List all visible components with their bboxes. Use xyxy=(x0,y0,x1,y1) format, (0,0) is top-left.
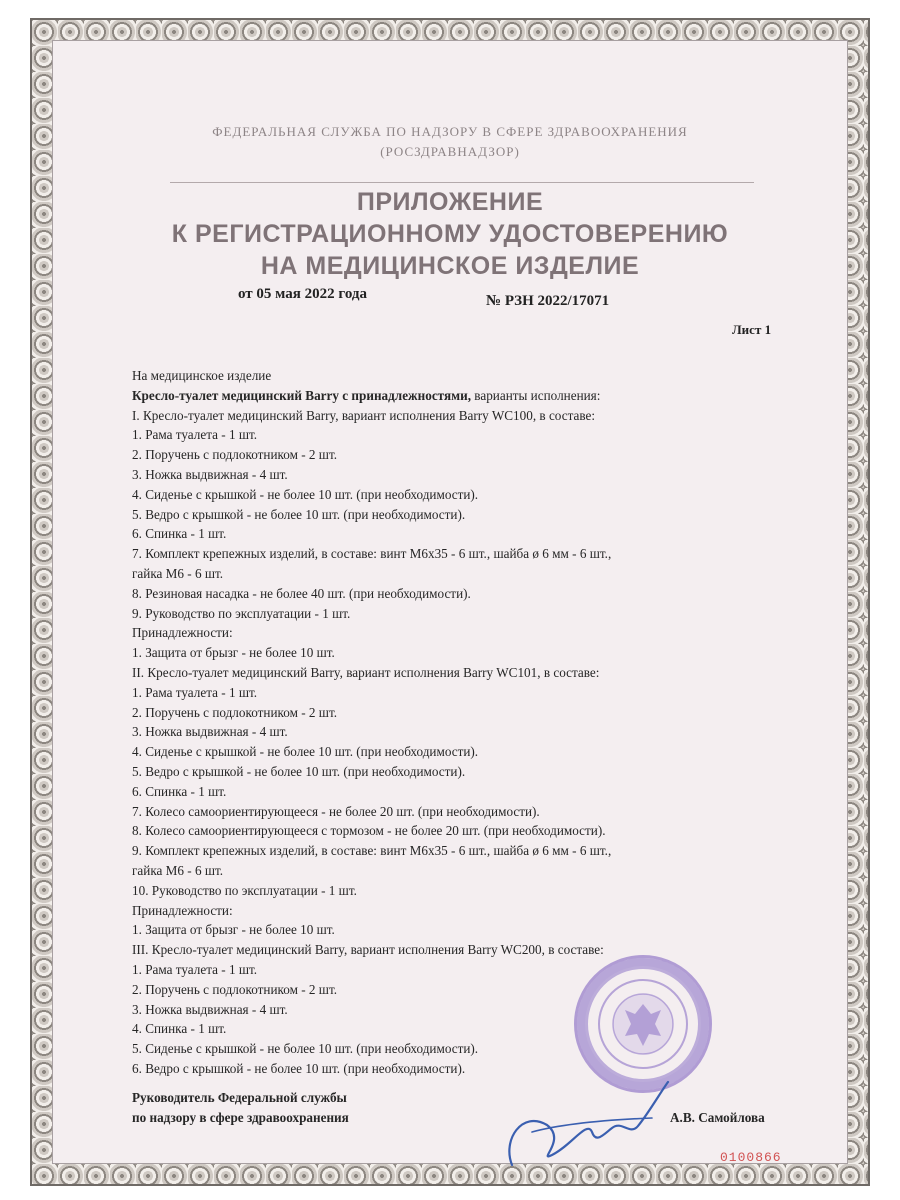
component-line: гайка М6 - 6 шт. xyxy=(132,565,224,581)
component-line: 4. Спинка - 1 шт. xyxy=(132,1021,227,1037)
agency-abbreviation: (РОСЗДРАВНАДЗОР) xyxy=(380,144,520,159)
component-line: 2. Поручень с подлокотником - 2 шт. xyxy=(132,981,338,997)
component-line: II. Кресло-туалет медицинский Barry, вариант исполнения Barry WC101, в составе: xyxy=(132,664,600,680)
component-line: 8. Резиновая насадка - не более 40 шт. (при необходимости). xyxy=(132,585,471,601)
product-suffix: варианты исполнения: xyxy=(471,387,601,403)
component-line: 1. Рама туалета - 1 шт. xyxy=(132,427,258,443)
head-title-line-2: по надзору в сфере здравоохранения xyxy=(132,1109,349,1125)
product-name: Кресло-туалет медицинский Barry с принадлежностями, xyxy=(132,387,471,403)
title-line-3: НА МЕДИЦИНСКОЕ ИЗДЕЛИЕ xyxy=(260,252,640,280)
component-line: 4. Сиденье с крышкой - не более 10 шт. (при необходимости). xyxy=(132,744,479,760)
component-line: 6. Спинка - 1 шт. xyxy=(132,526,227,542)
component-line: гайка М6 - 6 шт. xyxy=(132,862,224,878)
header-divider xyxy=(170,182,754,183)
component-line: 5. Сиденье с крышкой - не более 10 шт. (при необходимости). xyxy=(132,1041,479,1057)
eagle-emblem-icon xyxy=(595,976,691,1072)
sheet-number: Лист 1 xyxy=(732,322,772,337)
component-line: 5. Ведро с крышкой - не более 10 шт. (при необходимости). xyxy=(132,506,466,522)
component-line: 5. Ведро с крышкой - не более 10 шт. (при необходимости). xyxy=(132,763,466,779)
registration-number: № РЗН 2022/17071 xyxy=(486,293,610,309)
document-title xyxy=(52,186,848,282)
component-line: 3. Ножка выдвижная - 4 шт. xyxy=(132,466,288,482)
title-line-2: К РЕГИСТРАЦИОННОМУ УДОСТОВЕРЕНИЮ xyxy=(171,220,729,248)
component-line: 2. Поручень с подлокотником - 2 шт. xyxy=(132,704,338,720)
certificate-body-area xyxy=(52,40,848,1164)
serial-number: 0100866 xyxy=(720,1150,782,1165)
intro-line: На медицинское изделие xyxy=(132,368,272,383)
component-list xyxy=(132,406,812,1079)
component-line: I. Кресло-туалет медицинский Barry, вариант исполнения Barry WC100, в составе: xyxy=(132,407,596,423)
issue-date: от 05 мая 2022 года xyxy=(238,286,367,302)
component-line: 4. Сиденье с крышкой - не более 10 шт. (при необходимости). xyxy=(132,486,479,502)
component-line: III. Кресло-туалет медицинский Barry, вариант исполнения Barry WC200, в составе: xyxy=(132,942,604,958)
agency-header xyxy=(52,122,848,162)
agency-name: ФЕДЕРАЛЬНАЯ СЛУЖБА ПО НАДЗОРУ В СФЕРЕ ЗДРАВООХРАНЕНИЯ xyxy=(212,124,688,139)
title-line-1: ПРИЛОЖЕНИЕ xyxy=(356,188,544,216)
component-line: 3. Ножка выдвижная - 4 шт. xyxy=(132,1001,288,1017)
component-line: 3. Ножка выдвижная - 4 шт. xyxy=(132,724,288,740)
component-line: Принадлежности: xyxy=(132,625,233,641)
handwritten-signature xyxy=(492,1070,682,1180)
component-line: 7. Колесо самоориентирующееся - не более 20 шт. (при необходимости). xyxy=(132,803,540,819)
component-line: 1. Рама туалета - 1 шт. xyxy=(132,961,258,977)
component-line: 6. Спинка - 1 шт. xyxy=(132,783,227,799)
component-line: 9. Руководство по эксплуатации - 1 шт. xyxy=(132,605,351,621)
document-body xyxy=(132,366,812,1079)
component-line: 10. Руководство по эксплуатации - 1 шт. xyxy=(132,882,357,898)
product-line xyxy=(132,386,812,406)
component-line: 1. Рама туалета - 1 шт. xyxy=(132,684,258,700)
component-line: Принадлежности: xyxy=(132,902,233,918)
certificate-sheet xyxy=(30,18,870,1186)
component-line: 8. Колесо самоориентирующееся с тормозом - не более 20 шт. (при необходимости). xyxy=(132,823,606,839)
signer-name: А.В. Самойлова xyxy=(670,1110,765,1125)
component-line: 6. Ведро с крышкой - не более 10 шт. (при необходимости). xyxy=(132,1060,466,1076)
signature-block xyxy=(132,1088,349,1128)
component-line: 2. Поручень с подлокотником - 2 шт. xyxy=(132,447,338,463)
component-line: 7. Комплект крепежных изделий, в составе: винт М6х35 - 6 шт., шайба ø 6 мм - 6 шт., xyxy=(132,546,612,562)
component-line: 1. Защита от брызг - не более 10 шт. xyxy=(132,922,335,938)
component-line: 1. Защита от брызг - не более 10 шт. xyxy=(132,645,335,661)
head-title-line-1: Руководитель Федеральной службы xyxy=(132,1090,347,1105)
component-line: 9. Комплект крепежных изделий, в составе: винт М6х35 - 6 шт., шайба ø 6 мм - 6 шт., xyxy=(132,843,612,859)
